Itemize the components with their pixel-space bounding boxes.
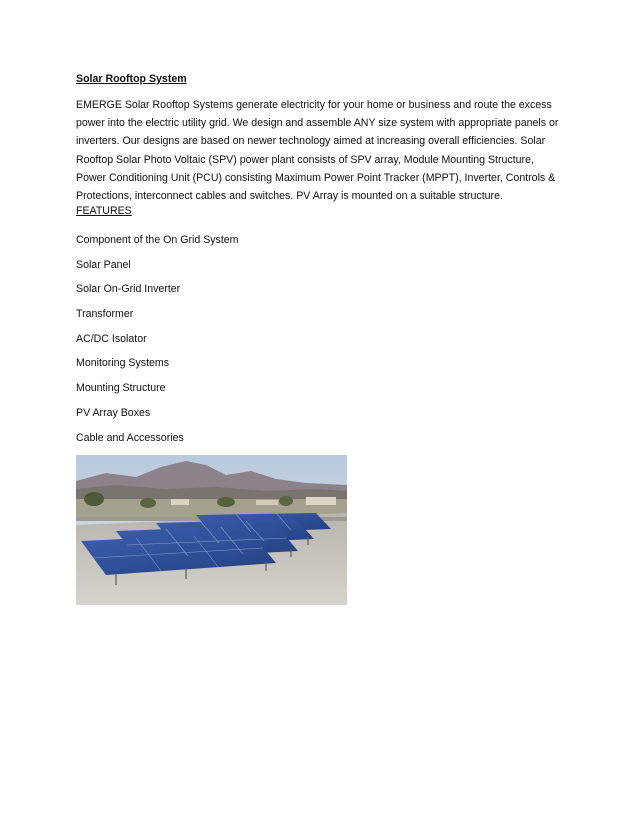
list-item: Cable and Accessories [76, 431, 184, 444]
solar-panels-image [76, 455, 347, 605]
features-heading: FEATURES [76, 205, 132, 217]
intro-paragraph: EMERGE Solar Rooftop Systems generate electricity for your home or business and route the excess power into the electric utility grid. We design and assemble ANY size system with appropriate panels or inverters. Our designs are based on newer technology aimed at increasing overall efficiencies. Solar Rooftop Solar Photo Voltaic (SPV) power plant consists of SPV array, Module Mounting Structure, Power Conditioning Unit (PCU) consisting Maximum Power Point Tracker (MPPT), Inverter, Controls & Protections, interconnect cables and switches. PV Array is mounted on a suitable structure. [76, 99, 559, 203]
features-list [76, 233, 239, 455]
list-item: Monitoring Systems [76, 357, 170, 370]
list-item: PV Array Boxes [76, 406, 151, 419]
solar-rooftop-photo [76, 455, 347, 605]
document-title: Solar Rooftop System [76, 73, 187, 85]
list-item: Transformer [76, 308, 134, 321]
list-item: Solar Panel [76, 258, 131, 271]
list-item: Component of the On Grid System [76, 234, 239, 246]
list-item: AC/DC Isolator [76, 332, 147, 345]
list-item: Solar On-Grid Inverter [76, 283, 181, 296]
list-item: Mounting Structure [76, 382, 166, 395]
